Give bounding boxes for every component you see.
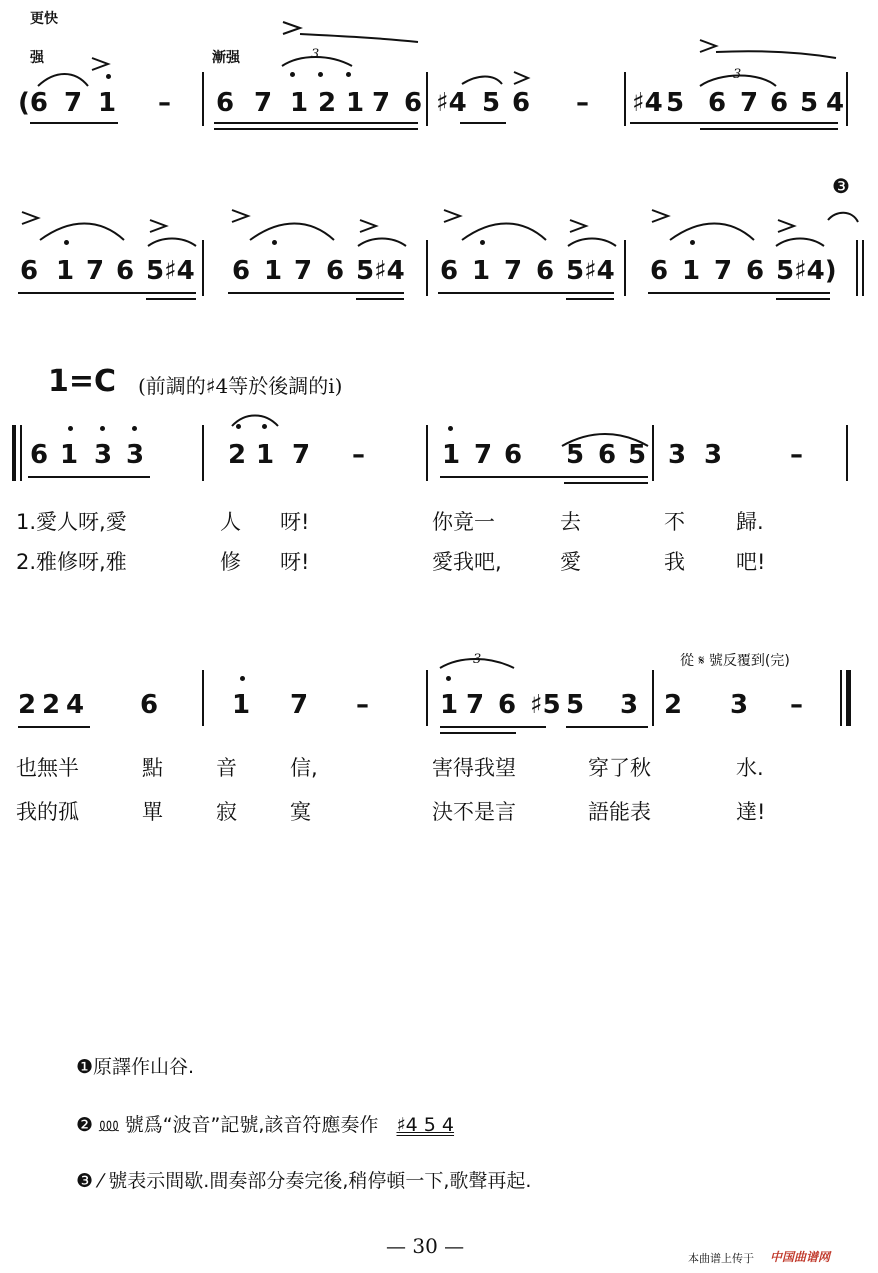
note: 6 (216, 88, 235, 118)
note: 6 (498, 690, 517, 720)
octave-dot (68, 426, 73, 431)
note: 1 (472, 256, 491, 286)
footnote-2-notes: ♯4 5 4 (396, 1114, 455, 1136)
octave-dot (448, 426, 453, 431)
lyric-word: 去 (560, 510, 581, 534)
note: 6 (326, 256, 345, 286)
slur (776, 239, 824, 247)
accent-mark (283, 22, 300, 34)
octave-dot (262, 424, 267, 429)
octave-dot (346, 72, 351, 77)
note: 3 (668, 440, 687, 470)
note: – (790, 440, 803, 470)
note: 7 (504, 256, 523, 286)
note: 6 (404, 88, 423, 118)
slur (462, 224, 546, 241)
beam-line (438, 292, 614, 294)
note: 3 (126, 440, 145, 470)
note: – (158, 88, 171, 118)
octave-dot (64, 240, 69, 245)
beam-line (228, 292, 404, 294)
note: 6 (536, 256, 555, 286)
octave-dot (240, 676, 245, 681)
note: 1 (290, 88, 309, 118)
octave-dot (318, 72, 323, 77)
page-number: — 30 — (386, 1234, 465, 1258)
footnote-2 (76, 1110, 454, 1137)
slur (148, 239, 196, 247)
lyric-word: 2.雅修呀,雅 (16, 550, 127, 574)
lyric-word: 我的孤 (16, 800, 79, 824)
beam-line (566, 298, 614, 300)
lyric-word: 你竟一 (432, 510, 495, 534)
note: 1 (60, 440, 79, 470)
beam-line (776, 298, 830, 300)
lyric-word: 水. (736, 756, 764, 780)
note: 7 (294, 256, 313, 286)
upload-credit: 本曲谱上传于 (688, 1252, 754, 1265)
note: 7 (714, 256, 733, 286)
note: 6 (140, 690, 159, 720)
slur (568, 239, 616, 247)
octave-dot (132, 426, 137, 431)
lyric-word: 達! (736, 800, 766, 824)
note: 7 (740, 88, 759, 118)
note: 5 (628, 440, 647, 470)
note: 3 (704, 440, 723, 470)
note: 6 (504, 440, 523, 470)
lyric-word: 不 (664, 510, 685, 534)
lyric-word: 愛我吧, (432, 550, 502, 574)
crescendo-line (300, 34, 418, 42)
beam-line (440, 726, 546, 728)
octave-dot (446, 676, 451, 681)
beam-line (564, 482, 648, 484)
note: 2 (228, 440, 247, 470)
beam-line (460, 122, 506, 124)
note: 1 (682, 256, 701, 286)
footnote-marker: ❸ (832, 174, 850, 198)
beam-line (214, 122, 418, 124)
octave-dot (106, 74, 111, 79)
note: 3 (94, 440, 113, 470)
note: 6 (650, 256, 669, 286)
accent-mark (92, 58, 108, 70)
beam-line (648, 292, 830, 294)
note: 2 (318, 88, 337, 118)
note: 6 (770, 88, 789, 118)
lyric-word: 呀! (280, 510, 310, 534)
note: 6 (440, 256, 459, 286)
key-change-close: ) (334, 374, 343, 398)
note: 3 (620, 690, 639, 720)
octave-dot (236, 424, 241, 429)
slur (250, 224, 334, 241)
note: 6 (746, 256, 765, 286)
footnote-1: ❶原譯作山谷. (76, 1056, 195, 1078)
accent-mark (700, 40, 716, 52)
note: 6 (20, 256, 39, 286)
note: 6 (232, 256, 251, 286)
note: ♯4 (632, 88, 663, 118)
key-change-note (138, 370, 342, 399)
beam-line (440, 732, 516, 734)
accent-mark (22, 212, 38, 224)
dynamic-crescendo: 漸强 (212, 50, 240, 66)
crescendo-line (716, 51, 836, 58)
triplet-number: 3 (473, 652, 482, 667)
note: 5 (566, 440, 585, 470)
footnote-2-text: ❷ ⅏ 號爲“波音”記號,該音符應奏作 (76, 1114, 379, 1136)
triplet-number: 3 (733, 67, 742, 82)
accent-mark (514, 72, 528, 84)
note: 5♯4 (356, 256, 405, 286)
key-signature: 1=C (48, 364, 117, 399)
lyric-word: 我 (664, 550, 685, 574)
note: 1 (346, 88, 365, 118)
accent-mark (570, 220, 586, 232)
lyric-word: 決不是言 (432, 800, 516, 824)
lyric-word: 吧! (736, 550, 766, 574)
note: 6 (598, 440, 617, 470)
note: – (576, 88, 589, 118)
lyric-word: 穿了秋 (588, 756, 651, 780)
note: 5♯4 (566, 256, 615, 286)
note: – (352, 440, 365, 470)
lyric-word: 單 (142, 800, 163, 824)
beam-line (30, 122, 118, 124)
octave-dot (690, 240, 695, 245)
note: 5♯4) (776, 256, 837, 286)
note: 3 (730, 690, 749, 720)
lyric-word: 人 (220, 510, 241, 534)
note: – (356, 690, 369, 720)
note: 7 (466, 690, 485, 720)
fermata (828, 213, 858, 222)
accent-mark (150, 220, 166, 232)
lyric-word: 寂 (216, 800, 237, 824)
footnote-3: ❸ ⁄ 號表示間歇.間奏部分奏完後,稍停頓一下,歌聲再起. (76, 1170, 532, 1192)
accent-mark (232, 210, 248, 222)
lyric-word: 歸. (736, 510, 764, 534)
beam-line (630, 122, 838, 124)
beam-line (18, 726, 90, 728)
lyric-word: 寞 (290, 800, 311, 824)
lyric-word: 也無半 (16, 756, 79, 780)
note: 5 (566, 690, 585, 720)
note: 7 (64, 88, 83, 118)
beam-line (146, 298, 196, 300)
note: 5 (482, 88, 501, 118)
tempo-marking: 更快 (30, 11, 58, 27)
note: 2 (18, 690, 37, 720)
slur (462, 77, 502, 85)
beam-line (700, 128, 838, 130)
note: 7 (292, 440, 311, 470)
note: 1 (256, 440, 275, 470)
note: 6 (30, 440, 49, 470)
site-brand: 中国曲谱网 (770, 1250, 831, 1264)
note: 6 (512, 88, 531, 118)
beam-line (440, 476, 648, 478)
beam-line (214, 128, 418, 130)
lyric-word: 呀! (280, 550, 310, 574)
note: 4 (66, 690, 85, 720)
lyric-word: 愛 (560, 550, 581, 574)
accent-mark (778, 220, 794, 232)
lyric-word: 1.愛人呀,愛 (16, 510, 127, 534)
lyric-word: 音 (216, 756, 237, 780)
note: ♯5 (530, 690, 561, 720)
dynamic-strong: 强 (30, 50, 44, 66)
slur (670, 224, 754, 241)
lyric-word: 語能表 (588, 800, 651, 824)
beam-line (28, 476, 150, 478)
note: 2 (664, 690, 683, 720)
octave-dot (480, 240, 485, 245)
note: 1 (442, 440, 461, 470)
note: 2 (42, 690, 61, 720)
note: 7 (86, 256, 105, 286)
triplet-number: 3 (311, 47, 320, 62)
note: 1 (98, 88, 117, 118)
key-change-note-symbol: i (328, 374, 335, 398)
beam-line (18, 292, 196, 294)
lyric-word: 信, (290, 756, 318, 780)
note: 7 (290, 690, 309, 720)
lyric-word: 害得我望 (432, 756, 516, 780)
note: 7 (474, 440, 493, 470)
slur (40, 224, 124, 241)
octave-dot (290, 72, 295, 77)
octave-dot (272, 240, 277, 245)
lyric-word: 修 (220, 550, 241, 574)
slur (38, 74, 88, 86)
note: 6 (116, 256, 135, 286)
dal-segno-text: 從 𝄋 號反覆到(完) (680, 653, 790, 669)
note: 1 (264, 256, 283, 286)
note: 1 (56, 256, 75, 286)
accent-mark (360, 220, 376, 232)
octave-dot (100, 426, 105, 431)
note: 5♯4 (146, 256, 195, 286)
note: 4 (826, 88, 845, 118)
note: 5 (666, 88, 685, 118)
key-change-text: (前調的♯4等於後調的 (138, 374, 329, 398)
lyric-word: 點 (142, 756, 163, 780)
accent-mark (444, 210, 460, 222)
note: 1 (232, 690, 251, 720)
note: 6 (708, 88, 727, 118)
beam-line (356, 298, 404, 300)
note: 7 (372, 88, 391, 118)
note: ♯4 (436, 88, 467, 118)
slur (358, 239, 406, 247)
note: 5 (800, 88, 819, 118)
note: 1 (440, 690, 459, 720)
note: (6 (18, 88, 48, 118)
note: – (790, 690, 803, 720)
beam-line (566, 726, 648, 728)
note: 7 (254, 88, 273, 118)
accent-mark (652, 210, 668, 222)
